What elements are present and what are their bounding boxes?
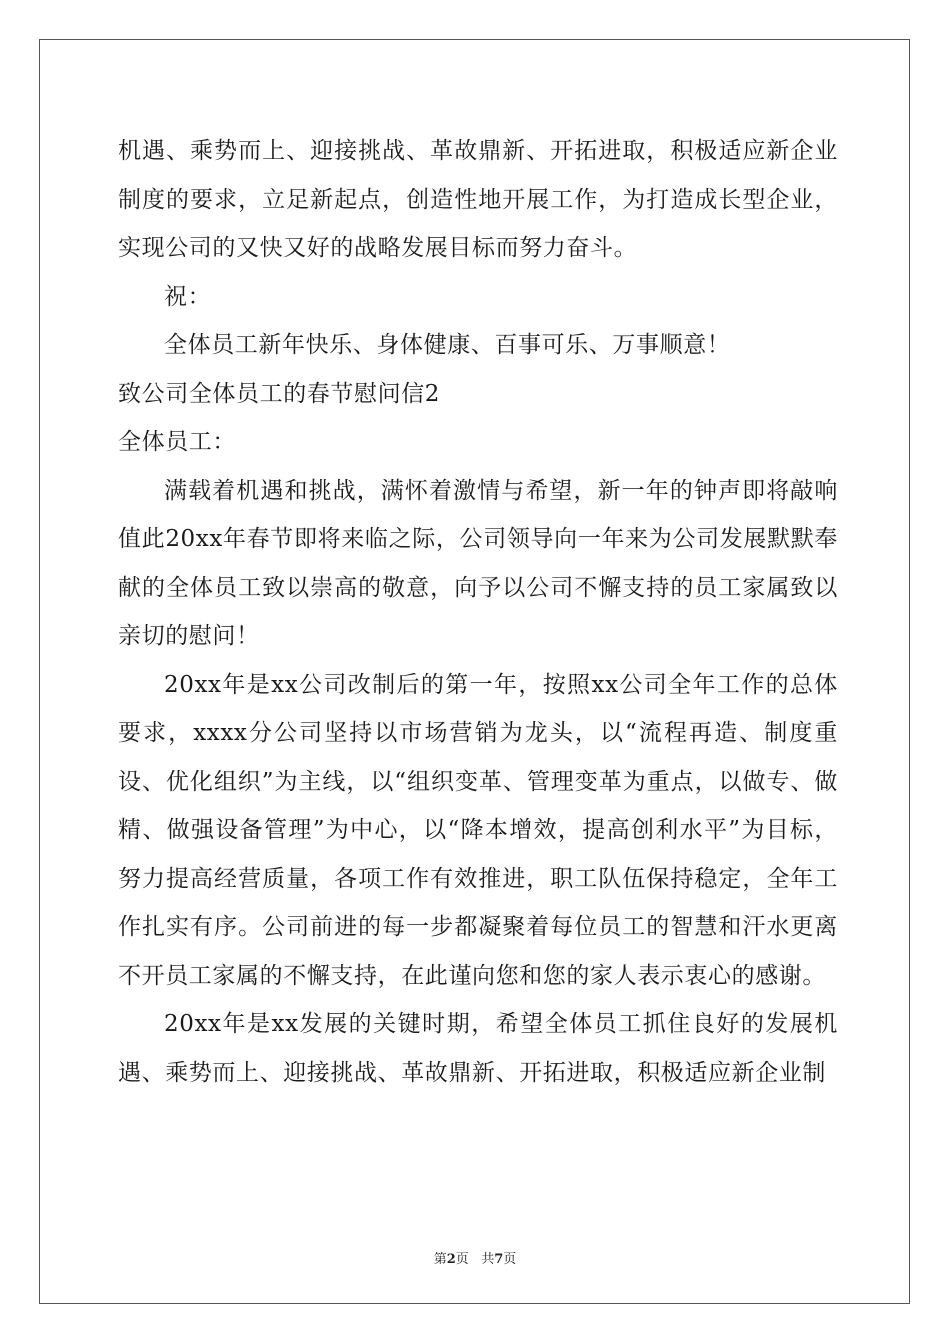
- page-total: 7: [494, 1252, 504, 1267]
- paragraph-salutation: 祝：: [164, 283, 212, 310]
- paragraph-opening: 满载着机遇和挑战，满怀着激情与希望，新一年的钟声即将敲响值此20xx年春节即将来临之际，公司领导向一年来为公司发展默默奉献的全体员工致以崇高的敬意，向予以公司不懈支持的员工家属致以亲切的慰问！: [118, 477, 838, 649]
- paragraph-wishes: 全体员工新年快乐、身体健康、百事可乐、万事顺意！: [164, 332, 731, 358]
- total-prefix: 共: [481, 1252, 495, 1267]
- total-suffix: 页: [503, 1252, 517, 1267]
- page-prefix: 第: [433, 1252, 447, 1267]
- letter-title: 致公司全体员工的春节慰问信2: [118, 380, 441, 407]
- letter-greeting: 全体员工：: [118, 429, 236, 455]
- page-number: 2: [446, 1252, 456, 1267]
- document-body: [118, 127, 838, 1097]
- paragraph-review: 20xx年是xx公司改制后的第一年，按照xx公司全年工作的总体要求，xxxx分公司坚持以市场营销为龙头，以“流程再造、制度重设、优化组织”为主线，以“组织变革、管理变革为重点，以做专、做精、做强设备管理”为中心，以“降本增效，提高创利水平”为目标，努力提高经营质量，各项工作有效推进，职工队伍保持稳定，全年工作扎实有序。公司前进的每一步都凝聚着每位员工的智慧和汗水更离不开员工家属的不懈支持，在此谨向您和您的家人表示衷心的感谢。: [118, 671, 838, 989]
- page-suffix: 页: [455, 1252, 469, 1267]
- page-footer: [0, 1248, 950, 1267]
- paragraph-outlook: 20xx年是xx发展的关键时期，希望全体员工抓住良好的发展机遇、乘势而上、迎接挑战、革故鼎新、开拓进取，积极适应新企业制: [118, 1011, 838, 1086]
- paragraph-continuation: 机遇、乘势而上、迎接挑战、革故鼎新、开拓进取，积极适应新企业制度的要求，立足新起点，创造性地开展工作，为打造成长型企业，实现公司的又快又好的战略发展目标而努力奋斗。: [118, 138, 838, 261]
